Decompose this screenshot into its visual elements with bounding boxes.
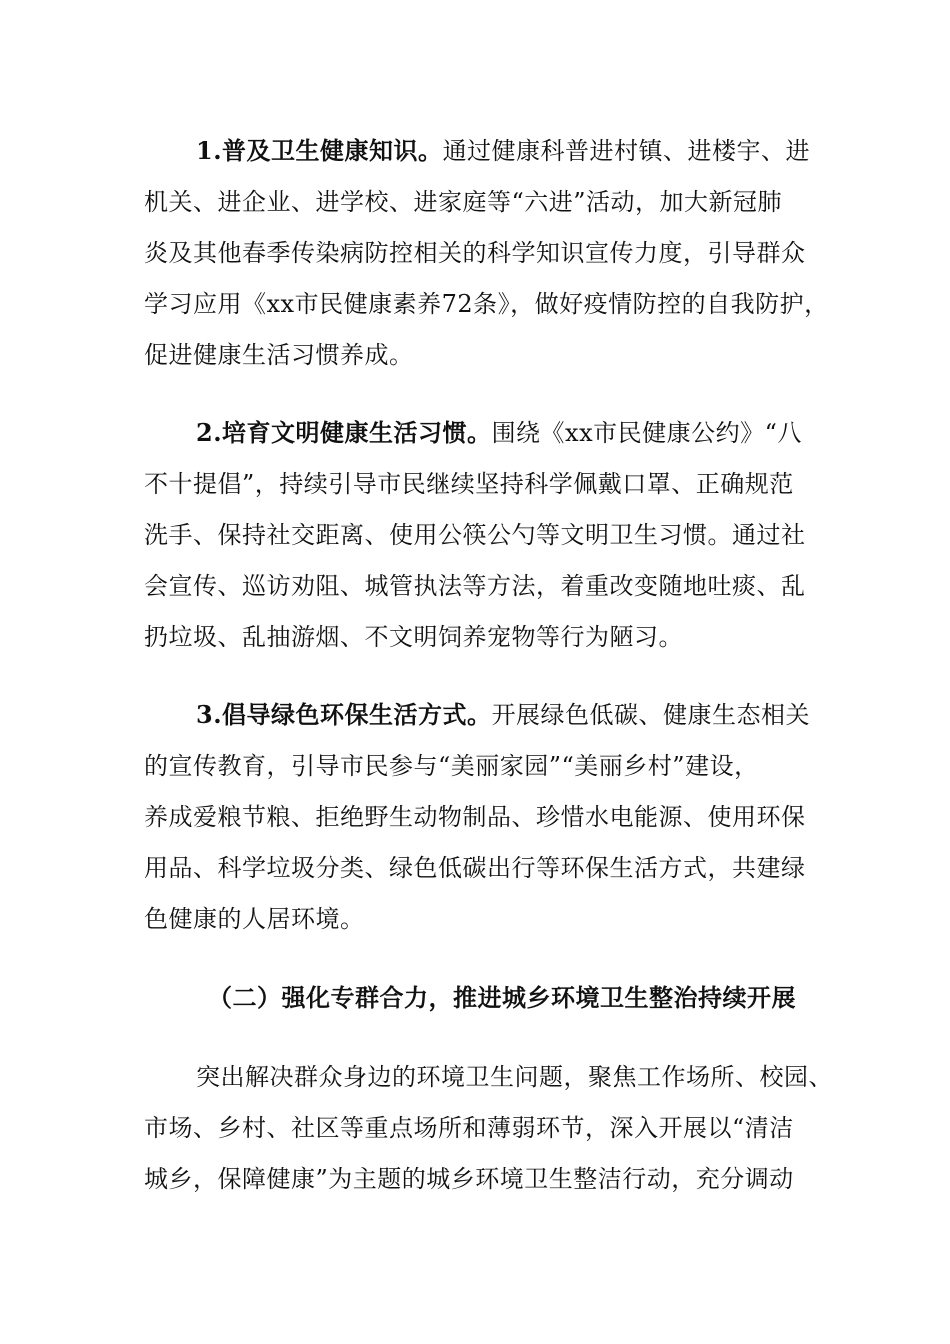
paragraph-1-line-3: 炎及其他春季传染病防控相关的科学知识宣传力度，引导群众	[144, 239, 806, 267]
paragraph-1-text: 通过健康科普进村镇、进楼宇、进	[442, 137, 811, 165]
paragraph-3-line-5: 色健康的人居环境。	[144, 905, 365, 933]
paragraph-2-line-2: 不十提倡”，持续引导市民继续坚持科学佩戴口罩、正确规范	[144, 470, 794, 498]
paragraph-2-line-5: 扔垃圾、乱抽游烟、不文明饲养宠物等行为陋习。	[144, 623, 683, 651]
section-heading-text: （二）强化专群合力，推进城乡环境卫生整治持续开展	[208, 983, 796, 1012]
paragraph-3-line-4: 用品、科学垃圾分类、绿色低碳出行等环保生活方式，共建绿	[144, 854, 806, 882]
final-paragraph-line-3: 城乡，保障健康”为主题的城乡环境卫生整洁行动，充分调动	[144, 1165, 794, 1193]
paragraph-1-line-1	[196, 136, 810, 166]
paragraph-3-line-1	[196, 700, 810, 730]
paragraph-1-line-5: 促进健康生活习惯养成。	[144, 341, 414, 369]
final-paragraph-line-1: 突出解决群众身边的环境卫生问题，聚焦工作场所、校园、	[196, 1063, 833, 1091]
paragraph-2-lead: 2.培育文明健康生活习惯。	[196, 418, 492, 447]
paragraph-2-line-1	[196, 418, 802, 448]
final-paragraph-line-2: 市场、乡村、社区等重点场所和薄弱环节，深入开展以“清洁	[144, 1114, 794, 1142]
paragraph-2-line-4: 会宣传、巡访劝阻、城管执法等方法，着重改变随地吐痰、乱	[144, 572, 806, 600]
paragraph-3-line-2: 的宣传教育，引导市民参与“美丽家园”“美丽乡村”建设，	[144, 752, 759, 780]
paragraph-1-line-4: 学习应用《xx市民健康素养72条》，做好疫情防控的自我防护，	[144, 290, 829, 318]
paragraph-1-lead: 1.普及卫生健康知识。	[196, 136, 443, 165]
paragraph-2-text: 围绕《xx市民健康公约》“八	[491, 419, 802, 447]
paragraph-2-line-3: 洗手、保持社交距离、使用公筷公勺等文明卫生习惯。通过社	[144, 521, 806, 549]
paragraph-3-lead: 3.倡导绿色环保生活方式。	[196, 700, 492, 729]
paragraph-3-text: 开展绿色低碳、健康生态相关	[491, 701, 811, 729]
paragraph-3-line-3: 养成爱粮节粮、拒绝野生动物制品、珍惜水电能源、使用环保	[144, 803, 806, 831]
paragraph-1-line-2: 机关、进企业、进学校、进家庭等“六进”活动，加大新冠肺	[144, 188, 783, 216]
section-heading	[208, 983, 796, 1013]
